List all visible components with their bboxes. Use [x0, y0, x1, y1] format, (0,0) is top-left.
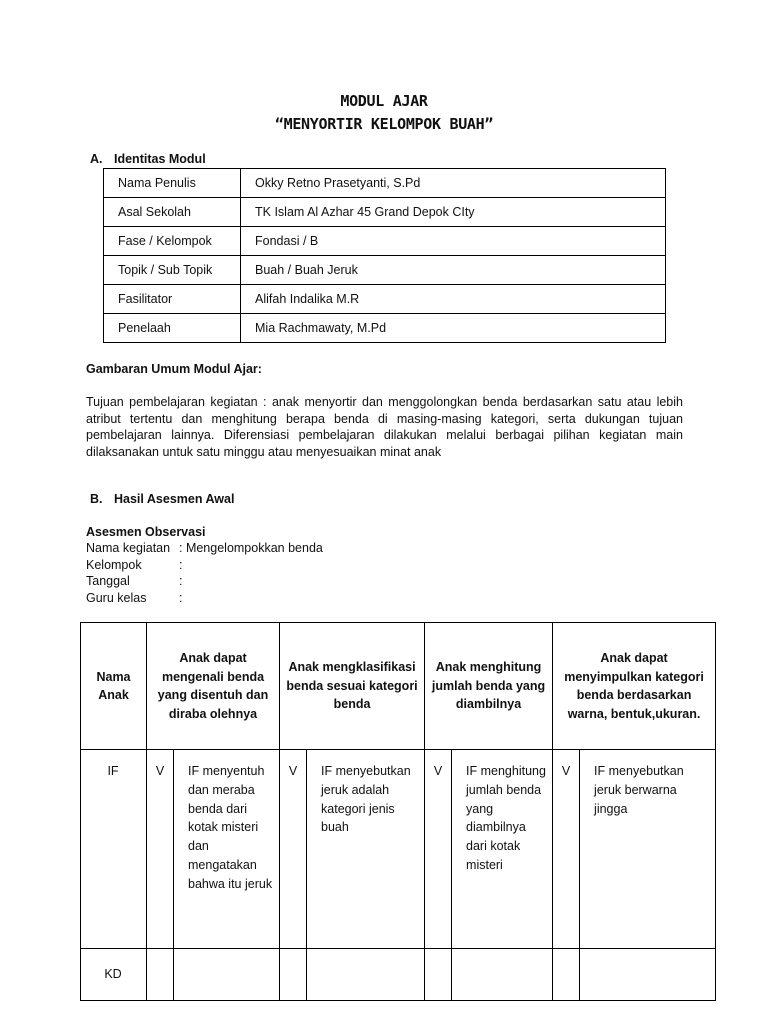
table-row — [104, 198, 666, 227]
observation-field — [86, 558, 182, 572]
module-subtitle: “MENYORTIR KELOMPOK BUAH” — [274, 115, 494, 133]
check-mark: V — [280, 750, 307, 949]
check-mark — [280, 949, 307, 1001]
field-key: Nama kegiatan — [86, 541, 171, 555]
identity-value: Buah / Buah Jeruk — [241, 256, 666, 285]
check-mark: V — [425, 750, 452, 949]
identity-value: Mia Rachmawaty, M.Pd — [241, 314, 666, 343]
assessment-table — [80, 622, 716, 1001]
table-row — [81, 750, 716, 949]
field-value: : — [179, 574, 183, 588]
field-value: : — [179, 558, 183, 572]
table-row — [104, 314, 666, 343]
section-a-title: Identitas Modul — [114, 152, 206, 166]
table-row — [81, 949, 716, 1001]
identity-table — [103, 168, 666, 343]
observation-field — [86, 541, 323, 555]
observation-note — [452, 949, 553, 1001]
identity-value: Fondasi / B — [241, 227, 666, 256]
identity-key: Nama Penulis — [104, 169, 241, 198]
section-b-label: B. — [90, 492, 103, 506]
identity-key: Fasilitator — [104, 285, 241, 314]
section-b-heading — [90, 492, 234, 506]
check-mark: V — [553, 750, 580, 949]
identity-value: Alifah Indalika M.R — [241, 285, 666, 314]
observation-field — [86, 591, 182, 605]
column-header-criterion: Anak mengklasifikasi benda sesuai kategori benda — [280, 623, 425, 750]
observation-field — [86, 574, 182, 588]
observation-note — [174, 949, 280, 1001]
field-key: Guru kelas — [86, 591, 147, 605]
observation-note: IF menyebutkan jeruk adalah kategori jenis buah — [307, 750, 425, 949]
observation-note — [580, 949, 716, 1001]
identity-value: TK Islam Al Azhar 45 Grand Depok CIty — [241, 198, 666, 227]
field-value: : Mengelompokkan benda — [179, 541, 323, 555]
observation-note — [307, 949, 425, 1001]
identity-value: Okky Retno Prasetyanti, S.Pd — [241, 169, 666, 198]
module-title: MODUL AJAR — [340, 92, 428, 110]
overview-heading: Gambaran Umum Modul Ajar: — [86, 362, 262, 376]
column-header-criterion: Anak dapat menyimpulkan kategori benda berdasarkan warna, bentuk,ukuran. — [553, 623, 716, 750]
observation-note: IF menyentuh dan meraba benda dari kotak misteri dan mengatakan bahwa itu jeruk — [174, 750, 280, 949]
check-mark — [553, 949, 580, 1001]
check-mark: V — [147, 750, 174, 949]
overview-paragraph: Tujuan pembelajaran kegiatan : anak menyortir dan menggolongkan benda berdasarkan satu atau lebih atribut tertentu dan menghitung berapa benda di masing-masing kategori, serta dukungan tujuan pembelajaran lainnya. Diferensiasi pembelajaran dilakukan melalui berbagai pilihan kegiatan main dilaksanakan untuk satu minggu atau menyesuaikan minat anak — [86, 395, 683, 460]
identity-key: Fase / Kelompok — [104, 227, 241, 256]
section-a-label: A. — [90, 152, 103, 166]
table-row — [104, 285, 666, 314]
field-value: : — [179, 591, 183, 605]
student-name: KD — [81, 949, 147, 1001]
check-mark — [425, 949, 452, 1001]
observation-note: IF menghitung jumlah benda yang diambilnya dari kotak misteri — [452, 750, 553, 949]
table-row — [104, 227, 666, 256]
observation-heading: Asesmen Observasi — [86, 525, 206, 539]
field-key: Tanggal — [86, 574, 130, 588]
column-header-criterion: Anak menghitung jumlah benda yang diambilnya — [425, 623, 553, 750]
column-header-name: Nama Anak — [81, 623, 147, 750]
observation-note: IF menyebutkan jeruk berwarna jingga — [580, 750, 716, 949]
section-a-heading — [90, 152, 206, 166]
identity-key: Topik / Sub Topik — [104, 256, 241, 285]
table-header-row — [81, 623, 716, 750]
identity-key: Penelaah — [104, 314, 241, 343]
table-row — [104, 169, 666, 198]
student-name: IF — [81, 750, 147, 949]
identity-key: Asal Sekolah — [104, 198, 241, 227]
column-header-criterion: Anak dapat mengenali benda yang disentuh dan diraba olehnya — [147, 623, 280, 750]
section-b-title: Hasil Asesmen Awal — [114, 492, 235, 506]
field-key: Kelompok — [86, 558, 142, 572]
check-mark — [147, 949, 174, 1001]
table-row — [104, 256, 666, 285]
